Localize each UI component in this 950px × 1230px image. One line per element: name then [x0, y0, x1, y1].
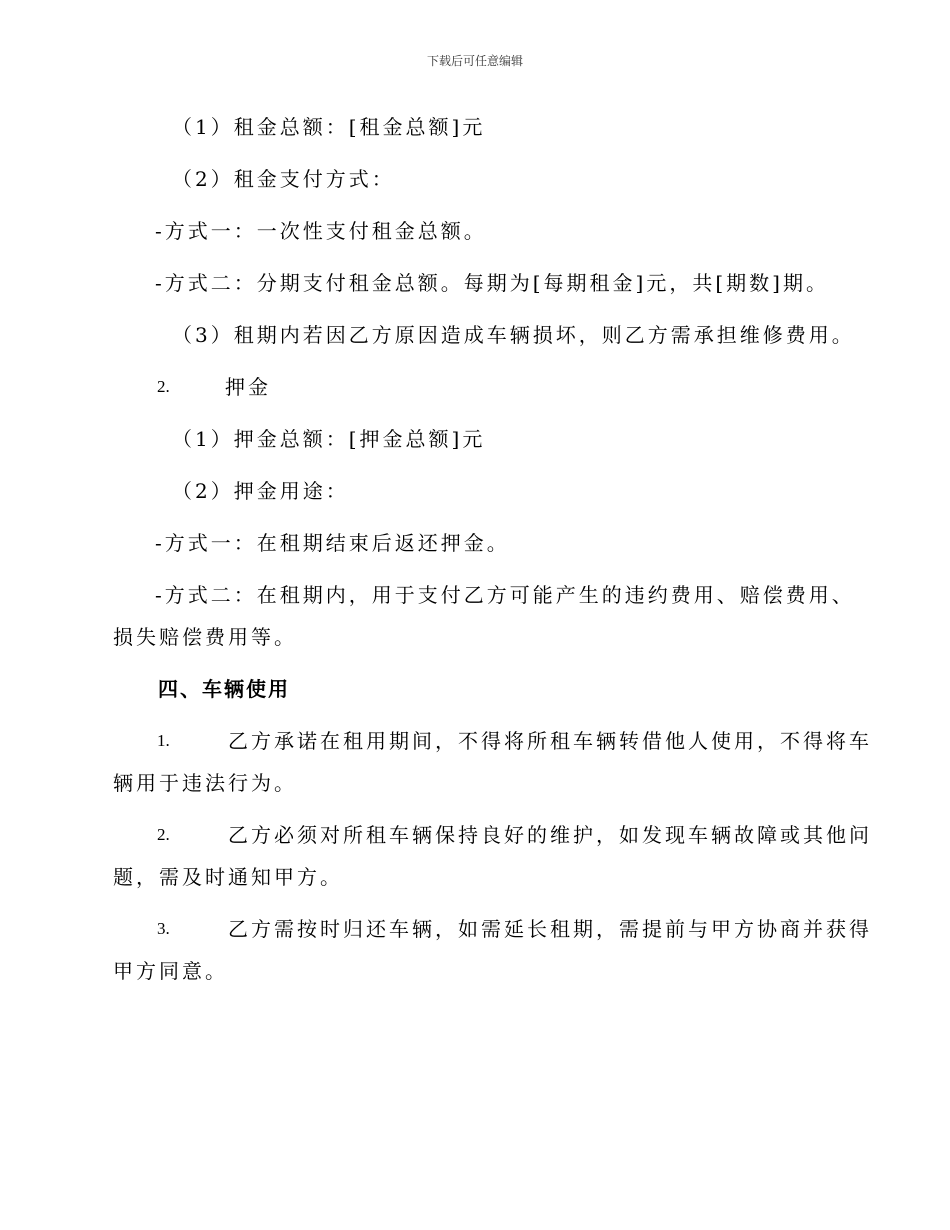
page-header: 下载后可任意编辑 — [426, 54, 523, 68]
item-two-number: 2. — [157, 825, 170, 844]
deposit-method-one-line: -方式一：在租期结束后返还押金。 — [155, 531, 510, 555]
item-three-line: 乙方需按时归还车辆，如需延长租期，需提前与甲方协商并获得 — [228, 917, 872, 941]
rent-method-two-line: -方式二：分期支付租金总额。每期为[每期租金]元，共[期数]期。 — [155, 271, 829, 295]
deposit-number: 2. — [157, 377, 170, 396]
item-two-line: 乙方必须对所租车辆保持良好的维护，如发现车辆故障或其他问 — [228, 823, 872, 847]
section-four-heading: 四、车辆使用 — [158, 677, 290, 701]
deposit-total-line: （1）押金总额：[押金总额]元 — [172, 427, 486, 451]
rent-method-one-line: -方式一：一次性支付租金总额。 — [155, 219, 487, 243]
item-one-line: 乙方承诺在租用期间，不得将所租车辆转借他人使用，不得将车 — [228, 729, 872, 753]
item-two-cont: 题，需及时通知甲方。 — [113, 865, 343, 889]
rent-payment-method-line: （2）租金支付方式： — [172, 167, 395, 191]
item-three-number: 3. — [157, 919, 170, 938]
damage-clause-line: （3）租期内若因乙方原因造成车辆损坏，则乙方需承担维修费用。 — [172, 323, 855, 347]
deposit-method-two-line: -方式二：在租期内，用于支付乙方可能产生的违约费用、赔偿费用、 — [155, 583, 855, 607]
item-one-number: 1. — [157, 731, 170, 750]
item-three-cont: 甲方同意。 — [113, 959, 228, 983]
item-one-cont: 辆用于违法行为。 — [113, 771, 297, 795]
rent-total-line: （1）租金总额：[租金总额]元 — [172, 115, 486, 139]
deposit-usage-line: （2）押金用途： — [172, 479, 349, 503]
deposit-method-two-cont: 损失赔偿费用等。 — [113, 625, 297, 649]
deposit-title: 押金 — [225, 375, 271, 399]
